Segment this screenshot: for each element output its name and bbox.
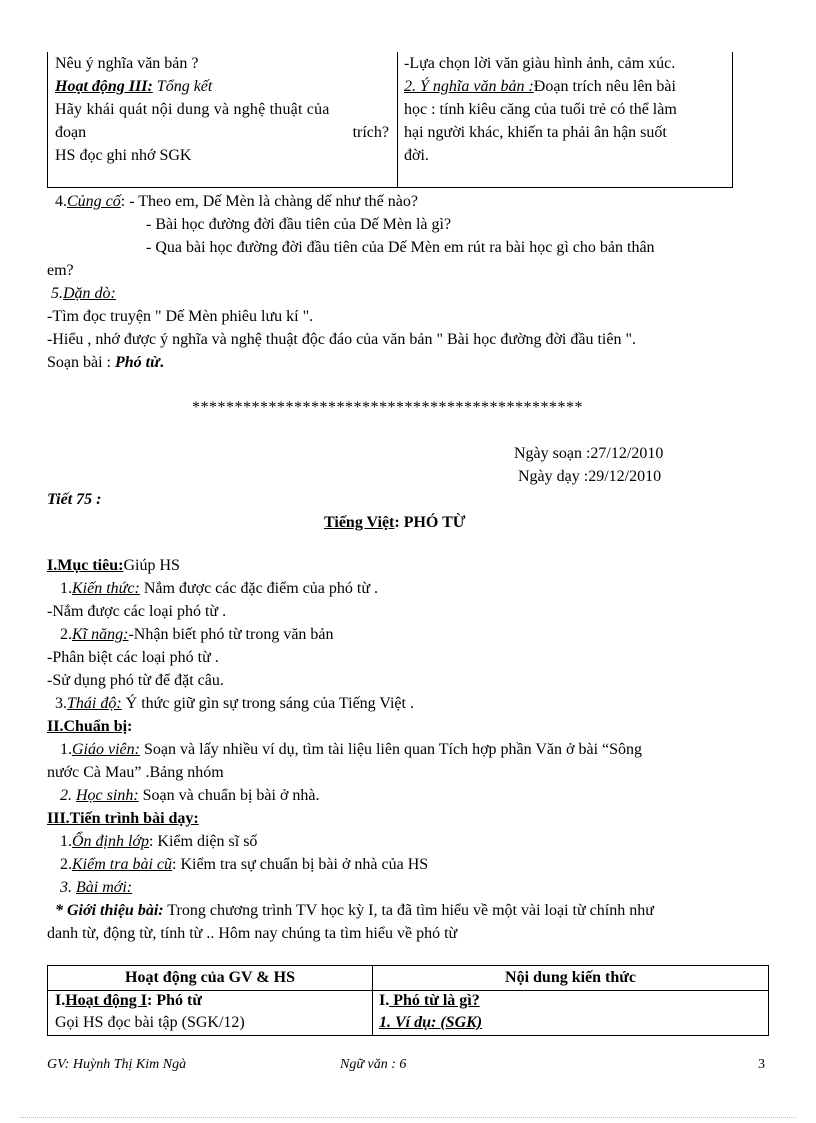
knowledge-text: Nắm được các đặc điểm của phó từ .	[139, 580, 378, 597]
content-heading: Phó từ là gì?	[389, 992, 480, 1009]
attitude-label: Thái độ:	[67, 695, 122, 712]
section-separator: **********************************************	[192, 399, 583, 416]
table-cell-activities	[55, 52, 389, 167]
homework-heading	[51, 284, 116, 304]
preparation-label: II.Chuẩn bị	[47, 718, 128, 735]
step-1-label: Ổn định lớp	[72, 833, 149, 850]
meaning-text: Đoạn trích nêu lên bài	[533, 78, 676, 95]
objectives-rest: Giúp HS	[123, 557, 180, 574]
step-1-text: : Kiểm diện sĩ số	[148, 833, 258, 850]
teacher-prep-continued: nước Cà Mau” .Bảng nhóm	[47, 764, 224, 781]
question-3-continued: em?	[47, 262, 74, 279]
cell-text: học : tính kiêu căng của tuổi trẻ có thể làm	[404, 101, 677, 118]
cell-text: Hãy khái quát nội dung và nghệ thuật của	[55, 101, 330, 118]
item-number: 1.	[60, 741, 72, 758]
item-number: 1.	[60, 833, 72, 850]
teacher-label: Giáo viên:	[72, 741, 140, 758]
objectives-heading	[47, 556, 180, 576]
teacher-text: Soạn và lấy nhiều ví dụ, tìm tài liệu liên quan Tích hợp phần Văn ở bài “Sông	[139, 741, 643, 758]
introduction-label: * Giới thiệu bài:	[55, 902, 164, 919]
cell-text: trích?	[352, 124, 389, 141]
student-prep-line	[60, 786, 320, 806]
knowledge-label: Kiến thức:	[72, 580, 140, 597]
procedure-heading: III.Tiến trình bài dạy:	[47, 810, 199, 827]
skills-line-3: -Sử dụng phó từ để đặt câu.	[47, 672, 224, 689]
introduction-text: Trong chương trình TV học kỳ I, ta đã tìm hiểu về một vài loại từ chính như	[163, 902, 654, 919]
activity-row-1	[55, 991, 202, 1011]
skills-line-2: -Phân biệt các loại phó từ .	[47, 649, 219, 666]
item-number: 3.	[55, 695, 67, 712]
teacher-prep-line	[60, 740, 642, 760]
content-row-1	[379, 991, 480, 1011]
skills-label: Kĩ năng:	[72, 626, 129, 643]
skills-line	[60, 625, 334, 645]
cell-text: đời.	[404, 147, 429, 164]
colon: :	[394, 514, 400, 531]
activity-title: Tổng kết	[152, 78, 213, 95]
objectives-label: I.Mục tiêu:	[47, 557, 124, 574]
colon: :	[120, 193, 126, 210]
consolidation-label: Củng cố	[67, 193, 121, 210]
step-3-label: Bài mới:	[76, 879, 133, 896]
question-3: - Qua bài học đường đời đầu tiên của Dế Mèn em rút ra bài học gì cho bản thân	[146, 239, 655, 256]
homework-line-2: -Hiểu , nhớ được ý nghĩa và nghệ thuật độc đáo của văn bản " Bài học đường đời đầu tiên ".	[47, 331, 636, 348]
consolidation-line	[55, 192, 418, 212]
lesson-name: PHÓ TỪ	[399, 514, 466, 531]
student-label: Học sinh:	[76, 787, 139, 804]
header-activities: Hoạt động của GV & HS	[125, 969, 295, 986]
table-cell-content	[404, 52, 726, 167]
date-prepared: Ngày soạn :27/12/2010	[514, 445, 664, 462]
activity-label: Hoạt động I	[65, 992, 148, 1009]
question-2: - Bài học đường đời đầu tiên của Dế Mèn là gì?	[146, 216, 452, 233]
roman-numeral: I.	[379, 992, 390, 1009]
knowledge-line-2: -Nắm được các loại phó từ .	[47, 603, 227, 620]
procedure-step-3	[60, 878, 132, 898]
header-content: Nội dung kiến thức	[505, 969, 636, 986]
homework-prefix: Soạn bài :	[47, 354, 115, 371]
activity-row-2: Gọi HS đọc bài tập (SGK/12)	[55, 1014, 245, 1031]
lesson-activity-table	[47, 965, 769, 1036]
homework-line-1: -Tìm đọc truyện " Dế Mèn phiêu lưu kí ".	[47, 308, 314, 325]
item-number: 1.	[60, 580, 72, 597]
introduction-line	[55, 901, 654, 921]
lesson-period: Tiết 75 :	[47, 491, 102, 508]
cell-text: đoạn	[55, 124, 87, 141]
activity-label: Hoạt động III:	[55, 78, 153, 95]
preparation-heading	[47, 717, 132, 737]
cell-text: -Lựa chọn lời văn giàu hình ảnh, cảm xúc.	[404, 55, 676, 72]
procedure-step-1	[60, 832, 257, 852]
section-number: 5.	[51, 285, 63, 302]
procedure-step-2	[60, 855, 428, 875]
lesson-title	[324, 513, 465, 533]
content-row-2: 1. Ví dụ: (SGK)	[379, 1014, 483, 1031]
colon: :	[127, 718, 133, 735]
activity-heading	[55, 75, 389, 98]
meaning-heading	[404, 75, 726, 98]
previous-lesson-table	[47, 52, 733, 188]
roman-numeral: I.	[55, 992, 66, 1009]
next-lesson-title: Phó từ	[115, 354, 160, 371]
page-number: 3	[758, 1057, 765, 1072]
meaning-label: 2. Ý nghĩa văn bản :	[404, 78, 534, 95]
introduction-continued: danh từ, động từ, tính từ .. Hôm nay chúng ta tìm hiểu về phó từ	[47, 925, 458, 942]
section-number: 4.	[55, 193, 67, 210]
skills-text: -Nhận biết phó từ trong văn bản	[128, 626, 334, 643]
homework-label: Dặn dò:	[63, 285, 116, 302]
cell-text: Nêu ý nghĩa văn bản ?	[55, 55, 199, 72]
page-border-dotted	[20, 1117, 796, 1118]
period-mark: .	[159, 354, 164, 371]
attitude-line	[55, 694, 414, 714]
step-2-label: Kiểm tra bài cũ	[72, 856, 172, 873]
footer-teacher: GV: Huỳnh Thị Kim Ngà	[47, 1057, 187, 1072]
date-taught: Ngày dạy :29/12/2010	[518, 468, 662, 485]
knowledge-line	[60, 579, 378, 599]
attitude-text: Ý thức giữ gìn sự trong sáng của Tiếng Việt .	[121, 695, 414, 712]
cell-text-justified	[55, 121, 389, 144]
item-number: 2.	[60, 787, 76, 804]
cell-text: hại người khác, khiến ta phải ân hận suốt	[404, 124, 667, 141]
item-number: 3.	[60, 879, 76, 896]
footer-subject: Ngữ văn : 6	[340, 1057, 407, 1072]
lesson-subject: Tiếng Việt	[324, 514, 395, 531]
item-number: 2.	[60, 626, 72, 643]
homework-line-3	[47, 353, 164, 373]
table-column-divider	[397, 52, 398, 187]
activity-title: : Phó từ	[147, 992, 202, 1009]
student-text: Soạn và chuẩn bị bài ở nhà.	[138, 787, 320, 804]
step-2-text: : Kiểm tra sự chuẩn bị bài ở nhà của HS	[172, 856, 429, 873]
item-number: 2.	[60, 856, 72, 873]
cell-text: HS đọc ghi nhớ SGK	[55, 147, 192, 164]
question-1: - Theo em, Dế Mèn là chàng dế như thế nào?	[125, 193, 418, 210]
